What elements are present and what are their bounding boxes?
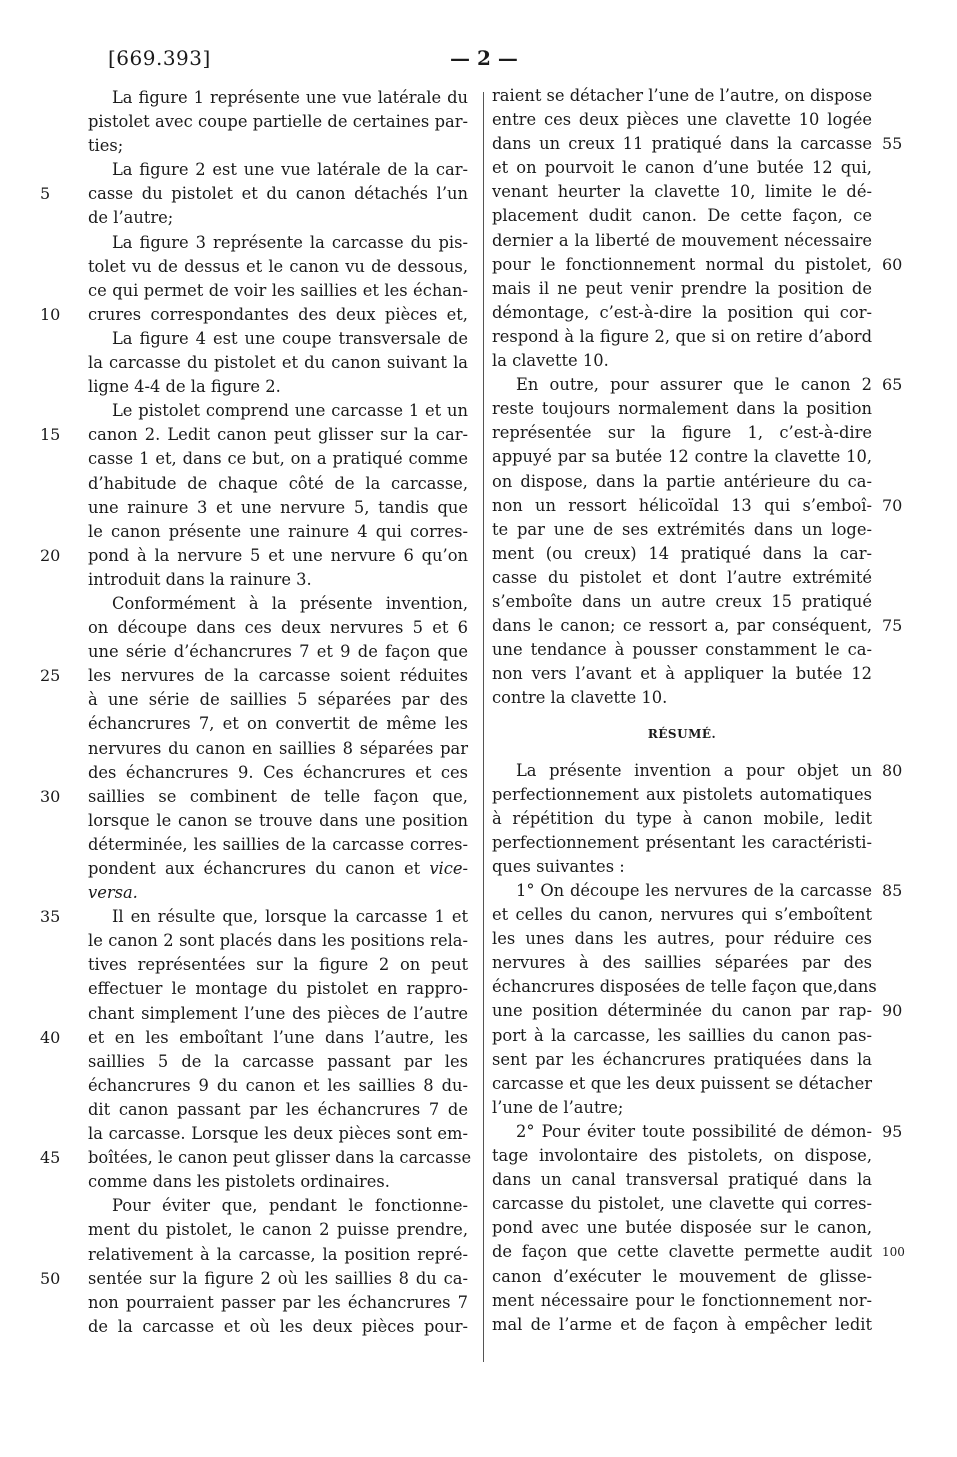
text-line bbox=[88, 1002, 468, 1026]
text-line bbox=[492, 1216, 872, 1240]
line-text: 2° Pour éviter toute possibilité de démon- bbox=[516, 1121, 872, 1141]
line-text: la clavette 10. bbox=[492, 351, 609, 371]
line-number: 45 bbox=[40, 1148, 61, 1168]
text-line bbox=[492, 1192, 872, 1216]
text-line bbox=[88, 1098, 468, 1122]
text-line bbox=[88, 279, 468, 303]
line-text: mais il ne peut venir prendre la position de bbox=[492, 278, 872, 298]
text-line bbox=[492, 566, 872, 590]
line-text: le canon 2 sont placés dans les positions rela- bbox=[88, 931, 468, 951]
text-line bbox=[492, 445, 872, 469]
line-number: 15 bbox=[40, 425, 61, 445]
text-line bbox=[88, 568, 468, 592]
text-line bbox=[88, 399, 468, 423]
text-line bbox=[88, 881, 468, 905]
line-text: ligne 4-4 de la figure 2. bbox=[88, 377, 281, 397]
line-text: et celles du canon, nervures qui s’emboîtent bbox=[492, 905, 872, 925]
line-text: de façon que cette clavette permette audit bbox=[492, 1242, 872, 1262]
text-line bbox=[492, 999, 903, 1023]
text-line bbox=[40, 905, 468, 929]
line-text: la carcasse du pistolet et du canon suivant la bbox=[88, 353, 468, 373]
text-line bbox=[88, 688, 468, 712]
text-line bbox=[88, 231, 468, 255]
line-text: une rainure 3 et une nervure 5, tandis que bbox=[88, 497, 468, 517]
text-line bbox=[492, 421, 872, 445]
text-line bbox=[88, 833, 468, 857]
line-text: nervures du canon en saillies 8 séparées par bbox=[88, 738, 468, 758]
page-number: — 2 — bbox=[450, 46, 518, 70]
text-line bbox=[492, 301, 872, 325]
line-text: entre ces deux pièces une clavette 10 logée bbox=[492, 110, 872, 130]
line-text: ce qui permet de voir les saillies et les échan- bbox=[88, 280, 468, 300]
text-line bbox=[88, 134, 468, 158]
text-line bbox=[88, 953, 468, 977]
line-text: ment nécessaire pour le fonctionnement nor- bbox=[492, 1290, 872, 1310]
text-line bbox=[88, 1170, 468, 1194]
text-line bbox=[88, 1315, 468, 1339]
line-text: saillies 5 de la carcasse passant par les bbox=[88, 1051, 468, 1071]
line-text: d’habitude de chaque côté de la carcasse, bbox=[88, 473, 468, 493]
line-text: crures correspondantes des deux pièces et, bbox=[88, 304, 468, 324]
text-line bbox=[492, 373, 903, 397]
text-line bbox=[88, 761, 468, 785]
text-line bbox=[88, 351, 468, 375]
text-line bbox=[88, 616, 468, 640]
text-line bbox=[40, 544, 468, 568]
line-text: pour le fonctionnement normal du pistolet, bbox=[492, 254, 872, 274]
text-line bbox=[492, 759, 903, 783]
line-text: La figure 4 est une coupe transversale de bbox=[112, 328, 468, 348]
line-text: contre la clavette 10. bbox=[492, 688, 668, 708]
line-text: non un ressort hélicoïdal 13 qui s’emboî- bbox=[492, 495, 872, 515]
text-line bbox=[492, 1048, 872, 1072]
line-text: comme dans les pistolets ordinaires. bbox=[88, 1172, 390, 1192]
line-number: 85 bbox=[882, 881, 903, 900]
line-text: et on pourvoit le canon d’une butée 12 qui, bbox=[492, 158, 872, 178]
line-text: on dispose, dans la partie antérieure du ca- bbox=[492, 471, 872, 491]
line-text: et en les emboîtant l’une dans l’autre, les bbox=[88, 1027, 468, 1047]
line-text: une série d’échancrures 7 et 9 de façon que bbox=[88, 642, 468, 662]
line-text: une position déterminée du canon par rap- bbox=[492, 1001, 872, 1021]
text-line bbox=[492, 614, 903, 638]
line-number: 5 bbox=[40, 184, 51, 204]
line-text: représentée sur la figure 1, c’est-à-dire bbox=[492, 423, 872, 443]
line-text: dans un creux 11 pratiqué dans la carcasse bbox=[492, 134, 872, 154]
line-text: démontage, c’est-à-dire la position qui cor- bbox=[492, 302, 872, 322]
text-line bbox=[492, 1120, 903, 1144]
text-line bbox=[492, 1096, 872, 1120]
line-text: casse du pistolet et du canon détachés l’un bbox=[88, 184, 468, 204]
line-text: La figure 3 représente la carcasse du pis- bbox=[112, 232, 468, 252]
line-text: on découpe dans ces deux nervures 5 et 6 bbox=[88, 618, 468, 638]
text-line bbox=[492, 1313, 872, 1337]
text-line bbox=[88, 472, 468, 496]
line-text: RÉSUMÉ. bbox=[647, 727, 717, 742]
line-text: placement dudit canon. De cette façon, ce bbox=[492, 206, 872, 226]
line-number: 30 bbox=[40, 786, 61, 806]
text-line bbox=[492, 1265, 872, 1289]
line-text: pistolet avec coupe partielle de certaines par- bbox=[88, 112, 468, 132]
line-text: respond à la figure 2, que si on retire d’abord bbox=[492, 326, 872, 346]
line-number: 75 bbox=[882, 616, 903, 636]
line-text: La présente invention a pour objet un bbox=[516, 760, 872, 780]
line-text: sentée sur la figure 2 où les saillies 8 du ca- bbox=[88, 1268, 468, 1288]
text-line bbox=[88, 1050, 468, 1074]
line-text: des échancrures 9. Ces échancrures et ces bbox=[88, 762, 468, 782]
line-text: reste toujours normalement dans la position bbox=[492, 399, 872, 419]
line-text: la carcasse. Lorsque les deux pièces sont em- bbox=[88, 1124, 468, 1144]
text-line bbox=[88, 640, 468, 664]
line-text: carcasse du pistolet, une clavette qui corres- bbox=[492, 1194, 872, 1214]
column-divider bbox=[483, 92, 484, 1362]
line-text: casse 1 et, dans ce but, on a pratiqué comme bbox=[88, 449, 468, 469]
line-text: dans un canal transversal pratiqué dans la bbox=[492, 1170, 872, 1190]
line-text: canon d’exécuter le mouvement de glisse- bbox=[492, 1266, 872, 1286]
line-text: à répétition du type à canon mobile, ledit bbox=[492, 808, 872, 828]
line-number: 25 bbox=[40, 666, 61, 686]
line-text: ment du pistolet, le canon 2 puisse prendre, bbox=[88, 1220, 468, 1240]
text-line bbox=[492, 253, 903, 277]
text-line bbox=[88, 86, 468, 110]
text-line bbox=[492, 84, 872, 108]
line-number: 95 bbox=[882, 1121, 903, 1141]
text-line bbox=[492, 132, 903, 156]
line-text: saillies se combinent de telle façon que, bbox=[88, 786, 468, 806]
text-line bbox=[492, 229, 872, 253]
text-line bbox=[88, 255, 468, 279]
line-text: dit canon passant par les échancrures 7 de bbox=[88, 1099, 468, 1119]
line-text: tives représentées sur la figure 2 on peut bbox=[88, 955, 468, 975]
line-text: dans le canon; ce ressort a, par conséquent, bbox=[492, 616, 872, 636]
text-line bbox=[88, 929, 468, 953]
line-text: lorsque le canon se trouve dans une position bbox=[88, 810, 468, 830]
line-text: relativement à la carcasse, la position repré- bbox=[88, 1244, 468, 1264]
text-line bbox=[88, 592, 468, 616]
page-header bbox=[0, 46, 957, 76]
line-text: Le pistolet comprend une carcasse 1 et un bbox=[112, 401, 468, 421]
text-line bbox=[492, 325, 872, 349]
line-text: raient se détacher l’une de l’autre, on dispose bbox=[492, 86, 873, 105]
text-line bbox=[88, 857, 468, 881]
line-number: 20 bbox=[40, 545, 61, 565]
line-text: non pourraient passer par les échancrures 7 bbox=[88, 1292, 468, 1312]
text-line bbox=[88, 327, 468, 351]
text-line bbox=[40, 1026, 468, 1050]
text-line bbox=[88, 737, 468, 761]
line-text: dernier a la liberté de mouvement nécessaire bbox=[492, 230, 872, 250]
line-text: échancrures 7, et on convertit de même les bbox=[88, 714, 468, 734]
text-line bbox=[88, 1194, 468, 1218]
line-text: déterminée, les saillies de la carcasse corres- bbox=[88, 834, 468, 854]
text-line bbox=[88, 158, 468, 182]
text-line bbox=[492, 494, 903, 518]
line-text: carcasse et que les deux puissent se détacher bbox=[492, 1073, 872, 1093]
text-line bbox=[492, 156, 872, 180]
line-text: pond avec une butée disposée sur le canon, bbox=[492, 1218, 872, 1238]
text-line bbox=[492, 180, 872, 204]
left-column bbox=[40, 86, 472, 1339]
line-text: effectuer le montage du pistolet en rappro- bbox=[88, 979, 468, 999]
text-line bbox=[88, 712, 468, 736]
text-line bbox=[492, 783, 872, 807]
line-text: appuyé par sa butée 12 contre la clavette 10, bbox=[492, 447, 872, 467]
text-line bbox=[492, 1289, 872, 1313]
text-line bbox=[88, 1074, 468, 1098]
line-text: échancrures disposées de telle façon que,dans bbox=[492, 977, 877, 997]
text-line bbox=[40, 664, 468, 688]
text-line bbox=[492, 349, 872, 373]
text-line bbox=[88, 206, 468, 230]
text-line bbox=[492, 831, 872, 855]
text-line bbox=[492, 879, 903, 903]
text-line bbox=[88, 809, 468, 833]
line-text: s’emboîte dans un autre creux 15 pratiqué bbox=[492, 591, 872, 611]
text-line bbox=[492, 686, 872, 710]
right-column bbox=[492, 84, 905, 1337]
text-line bbox=[492, 1144, 872, 1168]
text-line bbox=[492, 951, 872, 975]
line-text: Pour éviter que, pendant le fonctionne- bbox=[112, 1196, 468, 1216]
text-line bbox=[40, 1267, 468, 1291]
line-text: La figure 1 représente une vue latérale du bbox=[112, 88, 468, 107]
line-text: les unes dans les autres, pour réduire ces bbox=[492, 929, 872, 949]
line-text: mal de l’arme et de façon à empêcher ledit bbox=[492, 1314, 872, 1334]
line-number: 65 bbox=[882, 375, 903, 395]
text-line bbox=[492, 807, 872, 831]
text-line bbox=[88, 520, 468, 544]
line-number: 55 bbox=[882, 134, 903, 154]
line-text: perfectionnement présentant les caractéristi- bbox=[492, 832, 872, 852]
text-line bbox=[492, 397, 872, 421]
line-text: à une série de saillies 5 séparées par des bbox=[88, 690, 468, 710]
line-text: l’une de l’autre; bbox=[492, 1097, 624, 1117]
text-line bbox=[492, 1240, 905, 1264]
line-text: canon 2. Ledit canon peut glisser sur la car- bbox=[88, 425, 468, 445]
line-text: port à la carcasse, les saillies du canon pas- bbox=[492, 1025, 872, 1045]
line-text: boîtées, le canon peut glisser dans la carcasse bbox=[88, 1148, 472, 1168]
text-line bbox=[492, 1024, 872, 1048]
text-line bbox=[492, 108, 872, 132]
text-line bbox=[492, 662, 872, 686]
line-text: casse du pistolet et dont l’autre extrémité bbox=[492, 567, 872, 587]
line-text: La figure 2 est une vue latérale de la car- bbox=[112, 160, 468, 180]
text-line bbox=[88, 1218, 468, 1242]
line-text: ties; bbox=[88, 136, 124, 156]
text-line bbox=[492, 204, 872, 228]
line-text: de la carcasse et où les deux pièces pour- bbox=[88, 1316, 468, 1336]
text-line bbox=[40, 785, 468, 809]
text-line bbox=[88, 977, 468, 1001]
text-line bbox=[88, 496, 468, 520]
line-text: échancrures 9 du canon et les saillies 8 du- bbox=[88, 1075, 468, 1095]
text-line bbox=[88, 447, 468, 471]
line-text: nervures à des saillies séparées par des bbox=[492, 953, 872, 973]
text-line bbox=[40, 182, 468, 206]
line-text: te par une de ses extrémités dans un loge- bbox=[492, 519, 872, 539]
section-heading bbox=[492, 722, 872, 746]
line-text: versa. bbox=[88, 883, 138, 903]
line-text: perfectionnement aux pistolets automatiques bbox=[492, 784, 872, 804]
line-text: chant simplement l’une des pièces de l’autre bbox=[88, 1003, 468, 1023]
line-text: 1° On découpe les nervures de la carcasse bbox=[516, 881, 872, 900]
line-number: 70 bbox=[882, 495, 903, 515]
text-line bbox=[88, 110, 468, 134]
line-text: non vers l’avant et à appliquer la butée 12 bbox=[492, 664, 872, 684]
text-line bbox=[40, 303, 468, 327]
text-line bbox=[88, 1291, 468, 1315]
line-number: 50 bbox=[40, 1268, 61, 1288]
text-line bbox=[492, 638, 872, 662]
line-text: Il en résulte que, lorsque la carcasse 1 et bbox=[112, 907, 468, 927]
text-line bbox=[492, 277, 872, 301]
line-text: tage involontaire des pistolets, on dispose, bbox=[492, 1146, 872, 1166]
text-line bbox=[492, 590, 872, 614]
text-line bbox=[492, 927, 872, 951]
line-number: 100 bbox=[882, 1245, 905, 1260]
text-line bbox=[492, 470, 872, 494]
line-number: 60 bbox=[882, 254, 903, 274]
text-line bbox=[88, 375, 468, 399]
line-number: 35 bbox=[40, 907, 61, 927]
line-text: tolet vu de dessus et le canon vu de dessous, bbox=[88, 256, 468, 276]
text-line bbox=[40, 1146, 472, 1170]
line-text: Conformément à la présente invention, bbox=[112, 593, 468, 613]
line-number: 40 bbox=[40, 1027, 61, 1047]
text-line bbox=[88, 1122, 468, 1146]
line-text: ment (ou creux) 14 pratiqué dans la car- bbox=[492, 543, 872, 563]
text-line bbox=[492, 542, 872, 566]
line-text: En outre, pour assurer que le canon 2 bbox=[516, 375, 872, 395]
line-number: 80 bbox=[882, 760, 903, 780]
line-text: ques suivantes : bbox=[492, 856, 625, 876]
text-line bbox=[492, 855, 872, 879]
line-text: le canon présente une rainure 4 qui corres- bbox=[88, 521, 468, 541]
text-line bbox=[492, 1168, 872, 1192]
line-text: pond à la nervure 5 et une nervure 6 qu’on bbox=[88, 545, 468, 565]
line-number: 10 bbox=[40, 304, 61, 324]
text-line bbox=[492, 975, 877, 999]
line-text: venant heurter la clavette 10, limite le dé- bbox=[492, 182, 872, 202]
text-line bbox=[492, 1072, 872, 1096]
line-text: une tendance à pousser constamment le ca- bbox=[492, 640, 872, 660]
line-text: les nervures de la carcasse soient réduites bbox=[88, 666, 468, 686]
line-text: de l’autre; bbox=[88, 208, 174, 228]
line-text: pondent aux échancrures du canon et vice- bbox=[88, 859, 468, 878]
line-text: sent par les échancrures pratiquées dans la bbox=[492, 1049, 872, 1069]
text-line bbox=[492, 518, 872, 542]
text-line bbox=[40, 423, 468, 447]
line-text: introduit dans la rainure 3. bbox=[88, 569, 312, 589]
text-line bbox=[88, 1243, 468, 1267]
text-line bbox=[492, 903, 872, 927]
patent-number: [669.393] bbox=[108, 46, 211, 70]
line-number: 90 bbox=[882, 1001, 903, 1021]
